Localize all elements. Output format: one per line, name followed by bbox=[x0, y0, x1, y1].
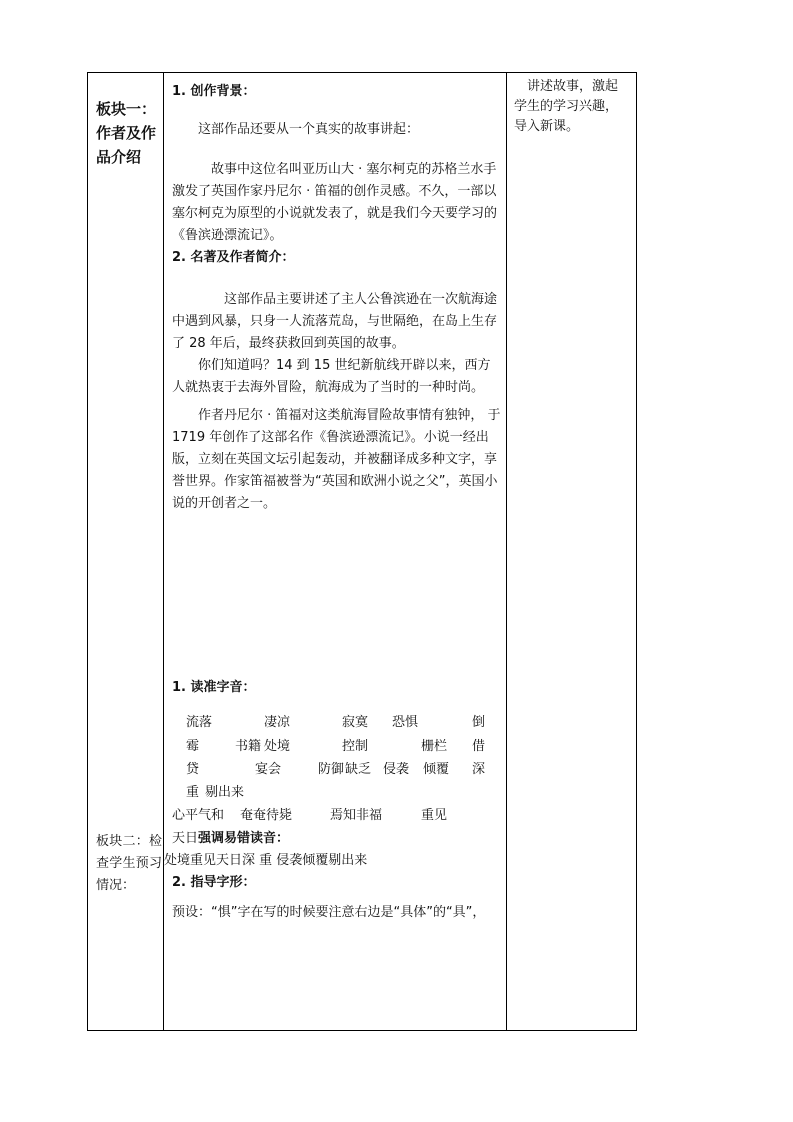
word-item: 书籍 bbox=[235, 739, 262, 754]
word-item: 防御 bbox=[318, 762, 345, 777]
word-item: 寂寞 bbox=[342, 715, 369, 730]
block2-label: 板块二：检查学生预习情况： bbox=[96, 834, 162, 893]
word-item: 剔出来 bbox=[205, 785, 245, 800]
paragraph-summary: 这部作品主要讲述了主人公鲁滨逊在一次航海途中遇到风暴，只身一人流落荒岛，与世隔绝，在岛上生存了 28 年后，最终获救回到英国的故事。 bbox=[172, 292, 498, 351]
word-item: 控制 bbox=[342, 739, 369, 754]
word-item: 霉 bbox=[186, 739, 200, 754]
word-item: 重见 bbox=[421, 808, 448, 823]
word-item: 凄凉 bbox=[264, 715, 291, 730]
column-divider-2 bbox=[506, 73, 507, 1030]
word-item: 天日 bbox=[172, 831, 199, 846]
word-item: 恐惧 bbox=[392, 715, 419, 730]
word-item: 处境 bbox=[264, 739, 291, 754]
word-item: 焉知非福 bbox=[330, 808, 383, 823]
section-title-glyph: 2. 指导字形： bbox=[172, 875, 256, 890]
paragraph-intro: 这部作品还要从一个真实的故事讲起： bbox=[198, 122, 420, 137]
word-item: 流落 bbox=[186, 715, 213, 730]
word-item: 栅栏 bbox=[421, 739, 448, 754]
block1-label: 板块一：作者及作品介绍 bbox=[96, 100, 157, 166]
word-item: 宴会 bbox=[255, 762, 282, 777]
word-item: 倒 bbox=[472, 715, 486, 730]
word-item: 奄奄待毙 bbox=[240, 808, 293, 823]
section-title-background: 1. 创作背景： bbox=[172, 84, 256, 99]
content-column bbox=[172, 81, 502, 515]
paragraph-author: 作者丹尼尔 · 笛福对这类航海冒险故事情有独钟， 于 1719 年创作了这部名作《鲁滨逊漂流记》。小说一经出版，立刻在英国文坛引起轰动，并被翻译成多种文字，享誉世界。作家笛福被誉为“英国和欧洲小说之父”，英国小说的开创者之一。 bbox=[172, 408, 501, 511]
section-title-reading: 1. 读准字音： bbox=[172, 680, 256, 695]
paragraph-glyph: 预设：“惧”字在写的时候要注意右边是“具体”的“具”， bbox=[172, 905, 486, 920]
paragraph-history: 你们知道吗？14 到 15 世纪新航线开辟以来，西方人就热衷于去海外冒险，航海成为了当时的一种时尚。 bbox=[172, 358, 491, 395]
stress-words: 处境重见天日深 重 侵袭倾覆剔出来 bbox=[164, 853, 368, 868]
column-divider-1 bbox=[163, 73, 164, 1030]
word-item: 心平气和 bbox=[172, 808, 225, 823]
word-item: 深 bbox=[472, 762, 486, 777]
section-title-author: 2. 名著及作者简介： bbox=[172, 250, 295, 265]
word-item: 贷 bbox=[186, 762, 200, 777]
word-item: 倾覆 bbox=[423, 762, 450, 777]
word-item: 重 bbox=[186, 785, 200, 800]
word-item: 侵袭 bbox=[383, 762, 410, 777]
word-item: 借 bbox=[472, 739, 486, 754]
word-item: 缺乏 bbox=[345, 762, 372, 777]
paragraph-story: 故事中这位名叫亚历山大 · 塞尔柯克的苏格兰水手激发了英国作家丹尼尔 · 笛福的创作灵感。不久，一部以塞尔柯克为原型的小说就发表了，就是我们今天要学习的《鲁滨逊漂流记》。 bbox=[172, 162, 498, 243]
stress-title: 强调易错读音： bbox=[198, 831, 290, 846]
lesson-plan-table bbox=[87, 72, 637, 1031]
right-note: 讲述故事，激起学生的学习兴趣，导入新课。 bbox=[514, 79, 619, 134]
